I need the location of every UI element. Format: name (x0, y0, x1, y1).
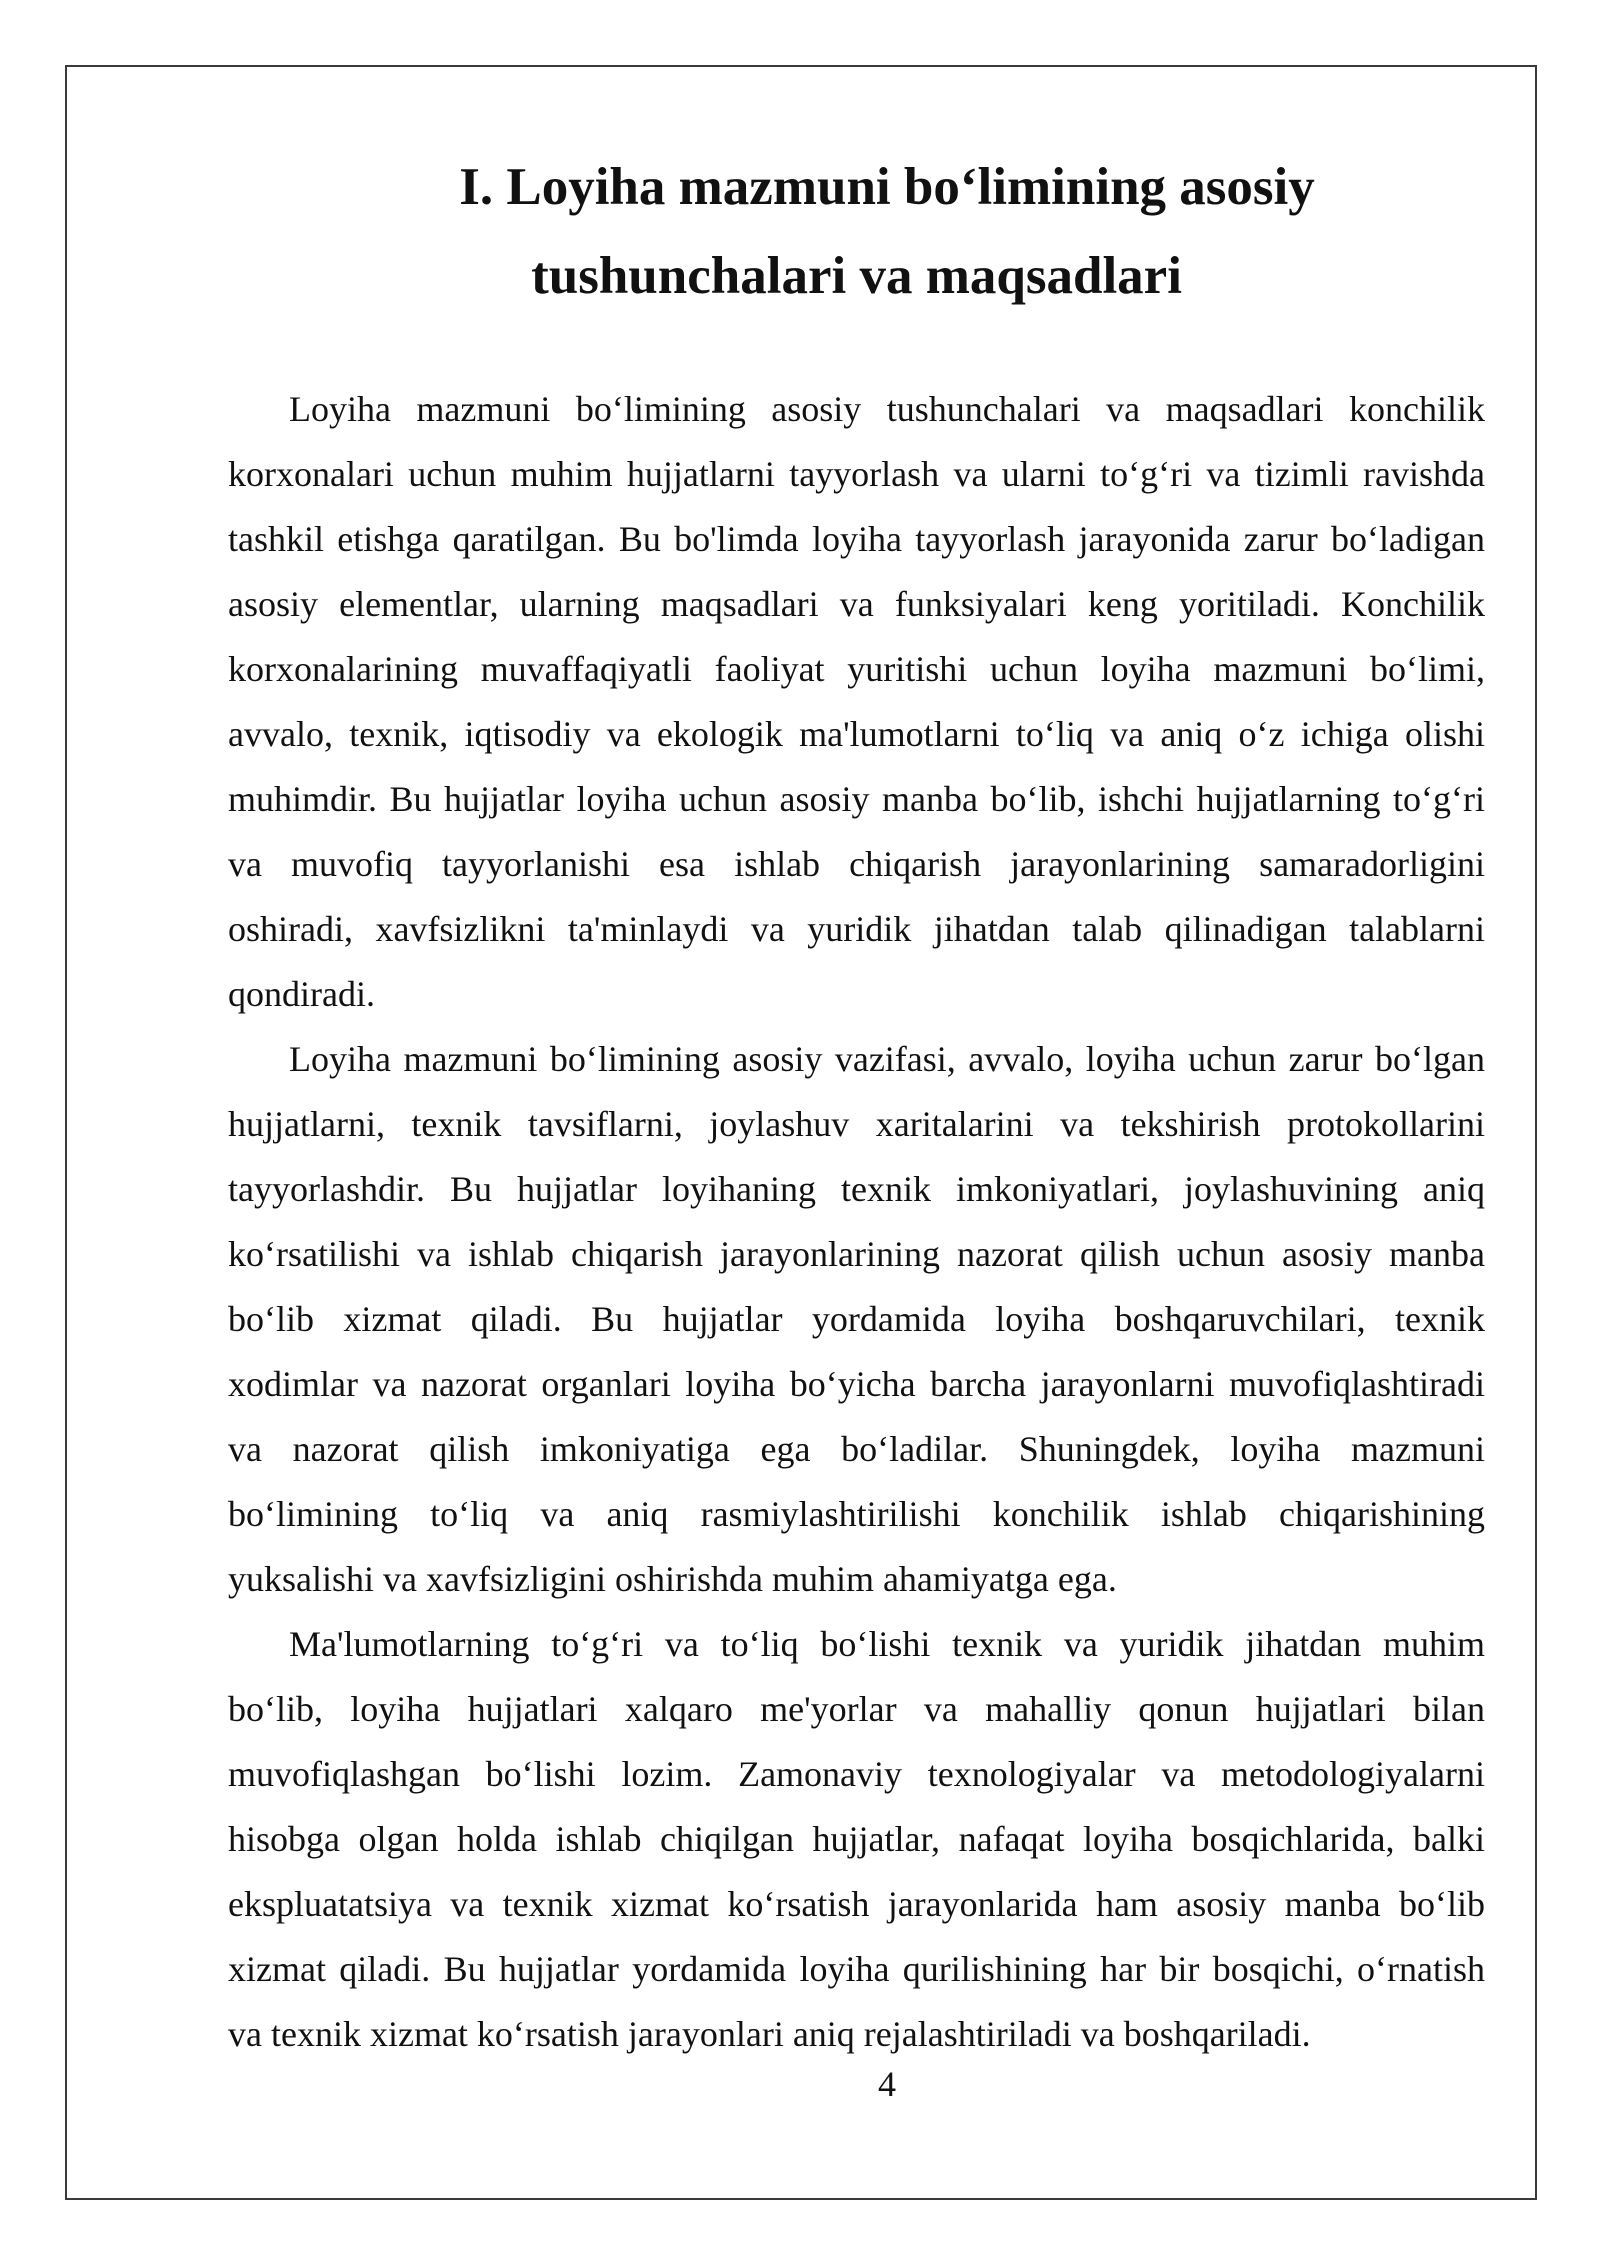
text-line: Loyiha mazmuni bo‘limining asosiy tushunchalari va maqsadlari konchilik (289, 389, 1485, 429)
paragraph (228, 1027, 1485, 1612)
page-number: 4 (878, 2064, 896, 2104)
text-line: hujjatlarni, texnik tavsiflarni, joylashuv xaritalarini va tekshirish protokollarini (228, 1104, 1485, 1144)
text-line: bo‘lib, loyiha hujjatlari xalqaro me'yorlar va mahalliy qonun hujjatlari bilan (228, 1689, 1485, 1729)
paragraph (228, 1612, 1485, 2067)
paragraph (228, 377, 1485, 1027)
text-line: va nazorat qilish imkoniyatiga ega bo‘ladilar. Shuningdek, loyiha mazmuni (228, 1429, 1485, 1469)
text-line: Ma'lumotlarning to‘g‘ri va to‘liq bo‘lishi texnik va yuridik jihatdan muhim (289, 1624, 1485, 1664)
text-line: muvofiqlashgan bo‘lishi lozim. Zamonaviy texnologiyalar va metodologiyalarni (228, 1754, 1485, 1794)
text-line: va muvofiq tayyorlanishi esa ishlab chiqarish jarayonlarining samaradorligini (228, 844, 1485, 884)
text-line: ekspluatatsiya va texnik xizmat ko‘rsatish jarayonlarida ham asosiy manba bo‘lib (228, 1884, 1485, 1924)
page-title (228, 143, 1485, 321)
text-line: tashkil etishga qaratilgan. Bu bo'limda loyiha tayyorlash jarayonida zarur bo‘ladigan (228, 519, 1485, 559)
text-line: korxonalari uchun muhim hujjatlarni tayyorlash va ularni to‘g‘ri va tizimli ravishda (228, 454, 1485, 494)
text-line: tayyorlashdir. Bu hujjatlar loyihaning texnik imkoniyatlari, joylashuvining aniq (228, 1169, 1485, 1209)
title-line: tushunchalari va maqsadlari (531, 247, 1182, 305)
text-line: muhimdir. Bu hujjatlar loyiha uchun asosiy manba bo‘lib, ishchi hujjatlarning to‘g‘ri (228, 779, 1485, 819)
text-line: xizmat qiladi. Bu hujjatlar yordamida loyiha qurilishining har bir bosqichi, o‘rnatish (228, 1949, 1485, 1989)
text-line: Loyiha mazmuni bo‘limining asosiy vazifasi, avvalo, loyiha uchun zarur bo‘lgan (289, 1039, 1485, 1079)
text-line: xodimlar va nazorat organlari loyiha bo‘yicha barcha jarayonlarni muvofiqlashtiradi (228, 1364, 1485, 1404)
text-line: avvalo, texnik, iqtisodiy va ekologik ma'lumotlarni to‘liq va aniq o‘z ichiga olishi (228, 714, 1485, 754)
text-line: hisobga olgan holda ishlab chiqilgan hujjatlar, nafaqat loyiha bosqichlarida, balki (228, 1819, 1485, 1859)
text-line: oshiradi, xavfsizlikni ta'minlaydi va yuridik jihatdan talab qilinadigan talablarni (228, 909, 1485, 949)
text-line: korxonalarining muvaffaqiyatli faoliyat yuritishi uchun loyiha mazmuni bo‘limi, (228, 649, 1485, 689)
title-line: I. Loyiha mazmuni bo‘limining asosiy (459, 158, 1315, 216)
body-text (228, 377, 1485, 2067)
text-line: asosiy elementlar, ularning maqsadlari va funksiyalari keng yoritiladi. Konchilik (228, 584, 1485, 624)
text-line: bo‘limining to‘liq va aniq rasmiylashtirilishi konchilik ishlab chiqarishining (228, 1494, 1485, 1534)
text-line: va texnik xizmat ko‘rsatish jarayonlari aniq rejalashtiriladi va boshqariladi. (228, 2014, 1311, 2054)
text-line: ko‘rsatilishi va ishlab chiqarish jarayonlarining nazorat qilish uchun asosiy manba (228, 1234, 1485, 1274)
text-line: bo‘lib xizmat qiladi. Bu hujjatlar yordamida loyiha boshqaruvchilari, texnik (228, 1299, 1485, 1339)
text-line: yuksalishi va xavfsizligini oshirishda muhim ahamiyatga ega. (228, 1559, 1117, 1599)
text-line: qondiradi. (228, 974, 375, 1014)
